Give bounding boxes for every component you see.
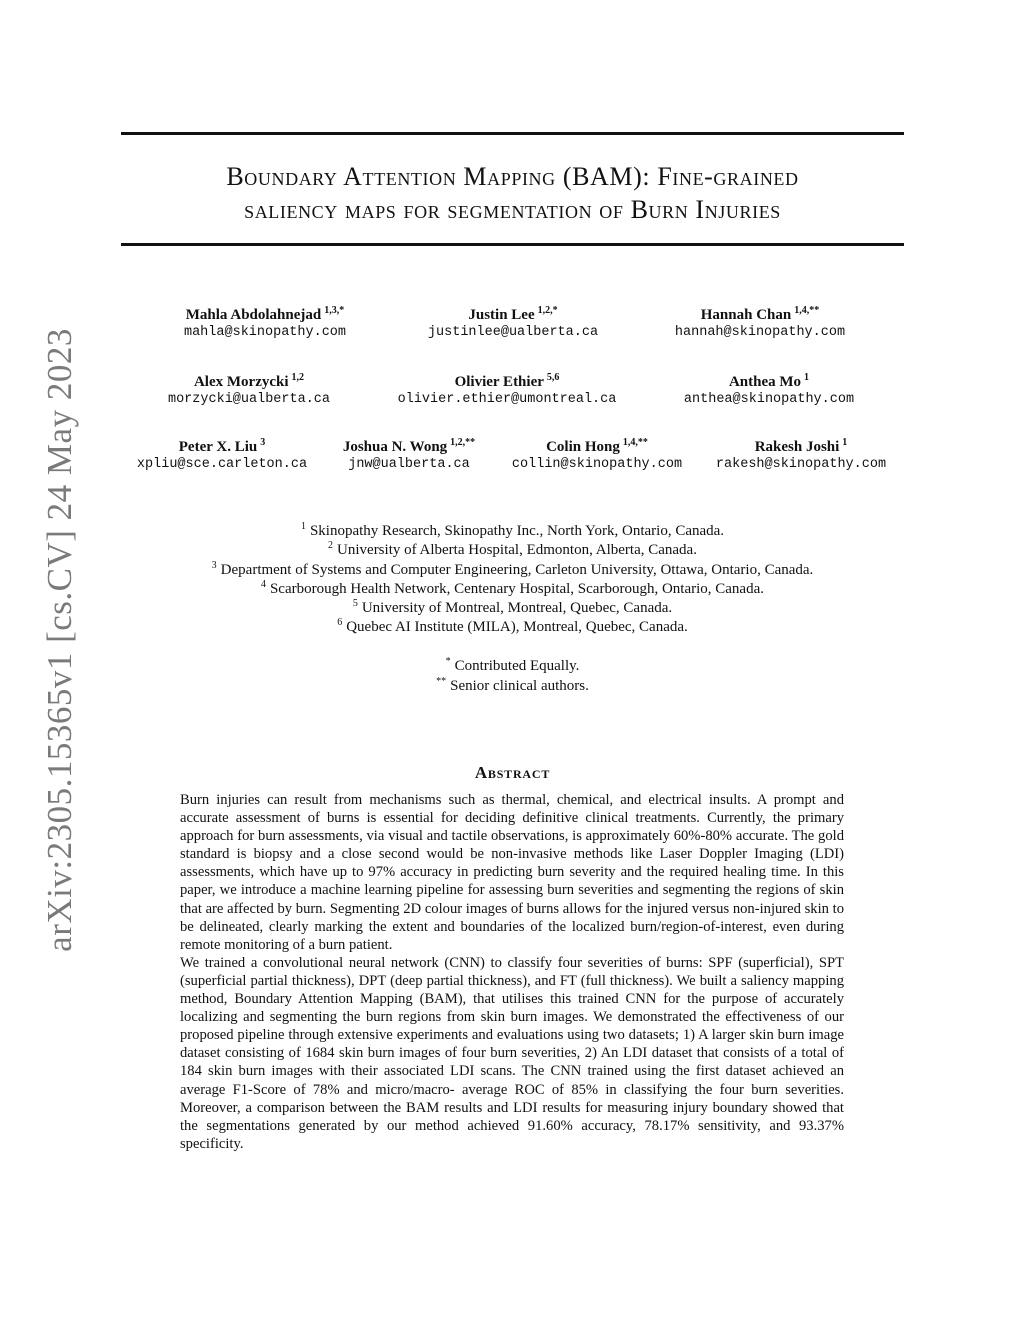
author-block <box>428 306 598 342</box>
author-name: Colin Hong <box>546 439 620 455</box>
affiliation-item <box>121 541 904 560</box>
author-name: Mahla Abdolahnejad <box>185 307 322 323</box>
author-block <box>137 438 307 474</box>
affiliation-number: 3 <box>211 559 217 571</box>
author-affiliation-marks: 1,2,** <box>450 437 476 448</box>
affiliation-text: University of Alberta Hospital, Edmonton, Alberta, Canada. <box>337 542 697 559</box>
author-name: Olivier Ethier <box>454 374 544 390</box>
author-name: Peter X. Liu <box>178 439 258 455</box>
author-affiliation-marks: 5,6 <box>546 372 560 383</box>
author-block <box>184 306 346 342</box>
author-block <box>716 438 886 474</box>
author-name: Hannah Chan <box>700 307 792 323</box>
author-affiliation-marks: 1,4,** <box>622 437 648 448</box>
author-email[interactable]: olivier.ethier@umontreal.ca <box>397 392 617 407</box>
author-email[interactable]: justinlee@ualberta.ca <box>427 325 599 340</box>
affiliation-number: 1 <box>300 521 306 532</box>
author-email[interactable]: rakesh@skinopathy.com <box>715 457 887 472</box>
affiliation-item <box>121 522 904 541</box>
abstract-body <box>180 791 844 1153</box>
author-block <box>398 373 617 409</box>
author-affiliation-marks: 1 <box>804 372 810 383</box>
author-email[interactable]: morzycki@ualberta.ca <box>167 392 331 407</box>
author-name: Rakesh Joshi <box>754 439 840 455</box>
affiliation-number: 5 <box>352 598 358 610</box>
paper-title-line-2: saliency maps for segmentation of Burn Injuries <box>244 195 781 224</box>
abstract-paragraph: We trained a convolutional neural network (CNN) to classify four severities of burns: SPF (superficial), SPT (superficial partial thickness), DPT (deep partial thickness), and FT (full thickness). We built a saliency mapping method, Boundary Attention Mapping (BAM), that utilises this trained CNN for the purpose of accurately localizing and segmenting the burn regions from skin burn images. We demonstrated the effectiveness of our proposed pipeline through extensive experiments and evaluations using two datasets; 1) A larger skin burn image dataset consisting of 1684 skin burn images of four burn severities, 2) An LDI dataset that consists of a total of 184 skin burn images with their associated LDI scans. The CNN trained using the first dataset achieved an average F1-Score of 78% and micro/macro- average ROC of 85% in classifying the four burn severities. Moreover, a comparison between the BAM results and LDI results for measuring injury boundary showed that the segmentations generated by our method achieved 91.60% accuracy, 78.17% sensitivity, and 93.37% specificity. <box>180 954 844 1152</box>
author-affiliation-marks: 1,2 <box>291 372 305 383</box>
affiliation-text: Skinopathy Research, Skinopathy Inc., North York, Ontario, Canada. <box>309 523 725 539</box>
note-text: Contributed Equally. <box>454 658 580 674</box>
author-block <box>343 438 475 474</box>
author-block <box>675 306 845 342</box>
title-bottom-rule <box>121 243 904 246</box>
note-symbol: * <box>445 656 451 667</box>
paper-title <box>121 160 904 226</box>
affiliation-item <box>121 618 904 637</box>
affiliation-text: Quebec AI Institute (MILA), Montreal, Quebec, Canada. <box>346 619 688 636</box>
author-notes <box>121 657 904 696</box>
author-affiliation-marks: 3 <box>260 437 266 448</box>
affiliation-text: University of Montreal, Montreal, Quebec, Canada. <box>361 600 673 617</box>
author-affiliation-marks: 1,4,** <box>794 305 820 316</box>
author-affiliation-marks: 1 <box>842 437 848 448</box>
note-symbol: ** <box>436 675 447 687</box>
affiliations-list <box>121 522 904 638</box>
abstract-heading: Abstract <box>474 763 551 782</box>
affiliation-number: 2 <box>328 540 334 552</box>
author-block <box>684 373 854 409</box>
author-email[interactable]: hannah@skinopathy.com <box>674 325 846 340</box>
author-note <box>121 677 904 697</box>
arxiv-identifier-stamp: arXiv:2305.15365v1 [cs.CV] 24 May 2023 <box>40 328 79 952</box>
affiliation-item <box>121 580 904 599</box>
author-email[interactable]: jnw@ualberta.ca <box>348 457 470 472</box>
author-block <box>168 373 330 409</box>
affiliation-number: 4 <box>260 578 266 590</box>
author-name: Justin Lee <box>468 307 535 323</box>
author-email[interactable]: collin@skinopathy.com <box>511 457 683 472</box>
author-email[interactable]: anthea@skinopathy.com <box>683 392 855 407</box>
author-note <box>121 657 904 677</box>
paper-title-line-1: Boundary Attention Mapping (BAM): Fine-grained <box>226 162 799 191</box>
affiliation-text: Department of Systems and Computer Engineering, Carleton University, Ottawa, Ontario, Canada. <box>220 561 814 578</box>
author-name: Alex Morzycki <box>193 374 289 390</box>
author-name: Joshua N. Wong <box>342 439 448 455</box>
author-email[interactable]: xpliu@sce.carleton.ca <box>136 457 308 472</box>
author-name: Anthea Mo <box>728 374 802 390</box>
author-affiliation-marks: 1,3,* <box>324 305 345 316</box>
affiliation-number: 6 <box>337 617 343 629</box>
abstract-paragraph: Burn injuries can result from mechanisms such as thermal, chemical, and electrical insults. A prompt and accurate assessment of burns is essential for deciding definitive clinical treatments. Currently, the primary approach for burn assessments, via visual and tactile observations, is approximately 60%-80% accurate. The gold standard is biopsy and a close second would be non-invasive methods like Laser Doppler Imaging (LDI) assessments, which have up to 97% accuracy in predicting burn severity and the required healing time. In this paper, we introduce a machine learning pipeline for assessing burn severities and segmenting the regions of skin that are affected by burn. Segmenting 2D colour images of burns allows for the injured versus non-injured skin to be delineated, clearly marking the extent and boundaries of the localized burn/region-of-interest, even during remote monitoring of a burn patient. <box>180 792 844 953</box>
author-block <box>512 438 682 474</box>
affiliation-item <box>121 561 904 580</box>
affiliation-text: Scarborough Health Network, Centenary Hospital, Scarborough, Ontario, Canada. <box>269 580 765 597</box>
note-text: Senior clinical authors. <box>450 677 589 694</box>
author-email[interactable]: mahla@skinopathy.com <box>183 325 347 340</box>
author-affiliation-marks: 1,2,* <box>537 305 558 316</box>
title-top-rule <box>121 132 904 135</box>
affiliation-item <box>121 599 904 618</box>
